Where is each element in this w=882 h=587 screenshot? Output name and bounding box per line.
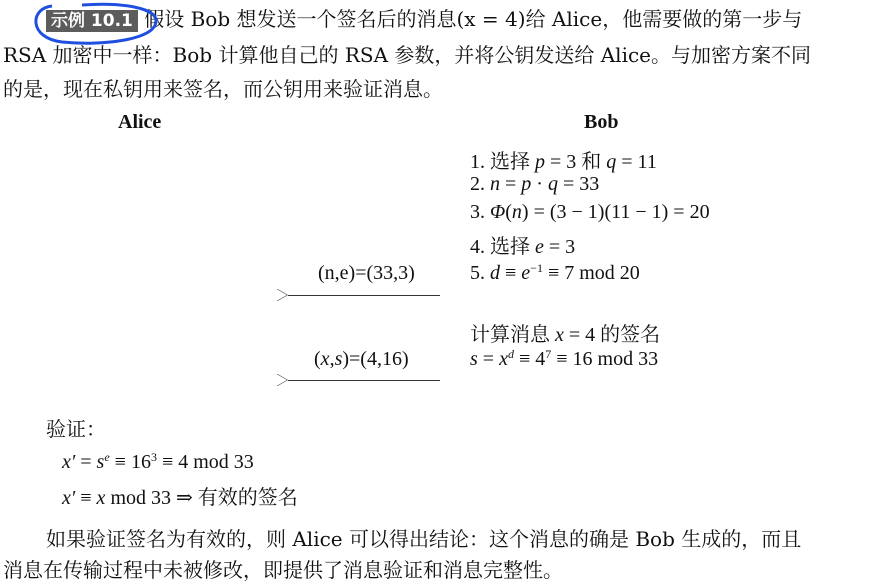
message-arrow-icon	[288, 380, 440, 381]
bob-step-2: 2. n = p · q = 33	[470, 173, 600, 195]
intro-text-1: 假设 Bob 想发送一个签名后的消息(x = 4)给 Alice，他需要做的第一步与	[144, 7, 803, 31]
intro-text-3: 的是，现在私钥用来签名，而公钥用来验证消息。	[3, 77, 443, 101]
bob-title: Bob	[584, 111, 619, 133]
sign-equation: $s = x^d \equiv 4^7 \equiv 16$ mod 33	[470, 347, 659, 370]
conclusion-line-1: 如果验证签名为有效的，则 Alice 可以得出结论：这个消息的确是 Bob 生成的，而且	[46, 527, 802, 551]
message-signature-label: (x,s)=(4,16)	[314, 348, 409, 370]
bob-step-5: 5. $d \equiv e^{-1} \equiv 7$ mod 20	[470, 261, 640, 284]
verify-title: 验证：	[46, 417, 106, 441]
bob-step-3: 3. Φ(n) = (3 − 1)(11 − 1) = 20	[470, 201, 710, 223]
bob-step-4: 4. 选择 e = 3	[470, 236, 576, 258]
alice-title: Alice	[118, 111, 162, 133]
example-badge: 示例 10.1	[46, 10, 138, 32]
verify-line-2: x′ ≡ x mod 33 ⇒ 有效的签名	[62, 487, 298, 509]
bob-step-1: 1. 选择 p = 3 和 q = 11	[470, 151, 657, 173]
verify-line-1: $x' = s^e \equiv 16^3 \equiv 4$ mod 33	[62, 450, 254, 473]
pubkey-arrow-icon	[288, 295, 440, 296]
sign-caption: 计算消息 x = 4 的签名	[470, 324, 661, 346]
pubkey-label: (n,e)=(33,3)	[318, 262, 415, 284]
intro-text-2: RSA 加密中一样：Bob 计算他自己的 RSA 参数，并将公钥发送给 Alice。与加密方案不同	[3, 43, 812, 67]
conclusion-line-2: 消息在传输过程中未被修改，即提供了消息验证和消息完整性。	[3, 558, 563, 582]
